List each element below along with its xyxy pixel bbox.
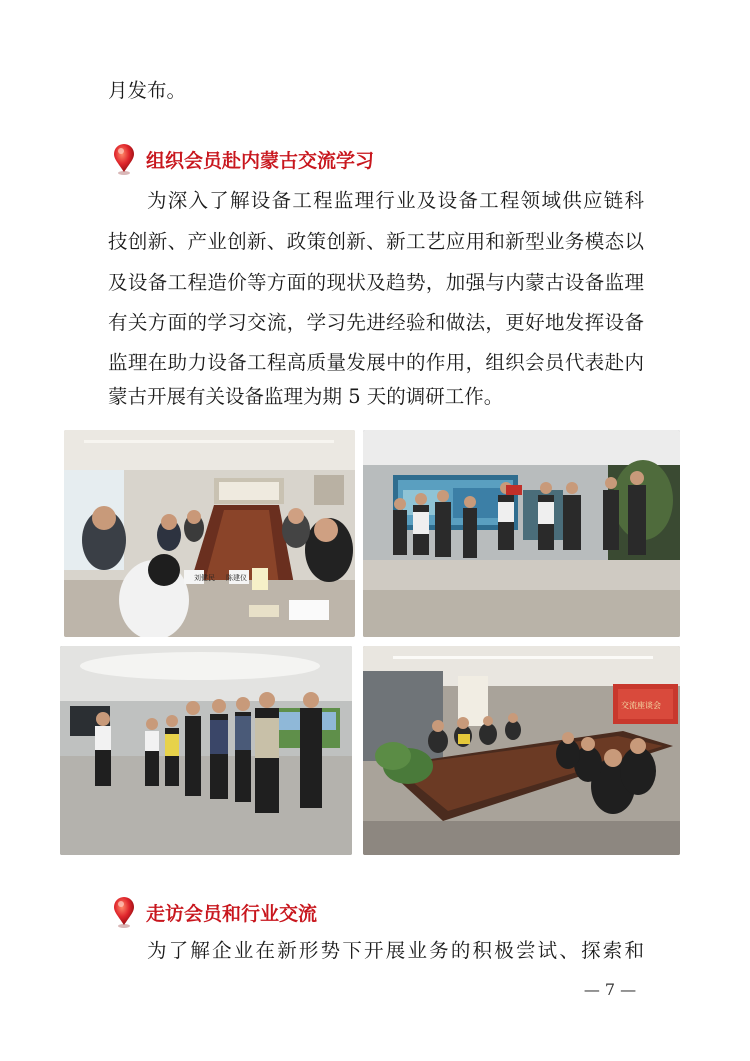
nameplate-2: 陈建仪: [226, 574, 247, 582]
section1-line-3: 及设备工程造价等方面的现状及趋势，加强与内蒙古设备监理: [108, 271, 644, 294]
section1-line-5: 监理在助力设备工程高质量发展中的作用，组织会员代表赴内: [108, 351, 644, 374]
section1-heading: [110, 142, 374, 176]
photo-exhibition-hall: [363, 430, 680, 637]
photo-symposium: [363, 646, 680, 855]
intro-tail-text: 月发布。: [108, 79, 187, 102]
section1-line-2: 技创新、产业创新、政策创新、新工艺应用和新型业务模态以: [108, 230, 644, 253]
section2-line-1: 为了解企业在新形势下开展业务的积极尝试、探索和: [147, 939, 644, 962]
photo-visit-hall: [60, 646, 352, 855]
section1-line-1: 为深入了解设备工程监理行业及设备工程领域供应链科: [147, 189, 644, 212]
photo-meeting-table: [64, 430, 355, 637]
section1-line-4: 有关方面的学习交流，学习先进经验和做法，更好地发挥设备: [108, 311, 644, 334]
nameplate-1: 刘健民: [194, 574, 215, 582]
map-pin-icon: [110, 895, 138, 929]
screen-text: 交流座谈会: [621, 701, 661, 710]
section1-line-6: 蒙古开展有关设备监理为期 5 天的调研工作。: [108, 385, 504, 408]
section1-title: 组织会员赴内蒙古交流学习: [146, 149, 375, 172]
section2-heading: [110, 895, 317, 929]
map-pin-icon: [110, 142, 138, 176]
section2-title: 走访会员和行业交流: [146, 902, 318, 925]
page-number: — 7 —: [583, 980, 637, 999]
